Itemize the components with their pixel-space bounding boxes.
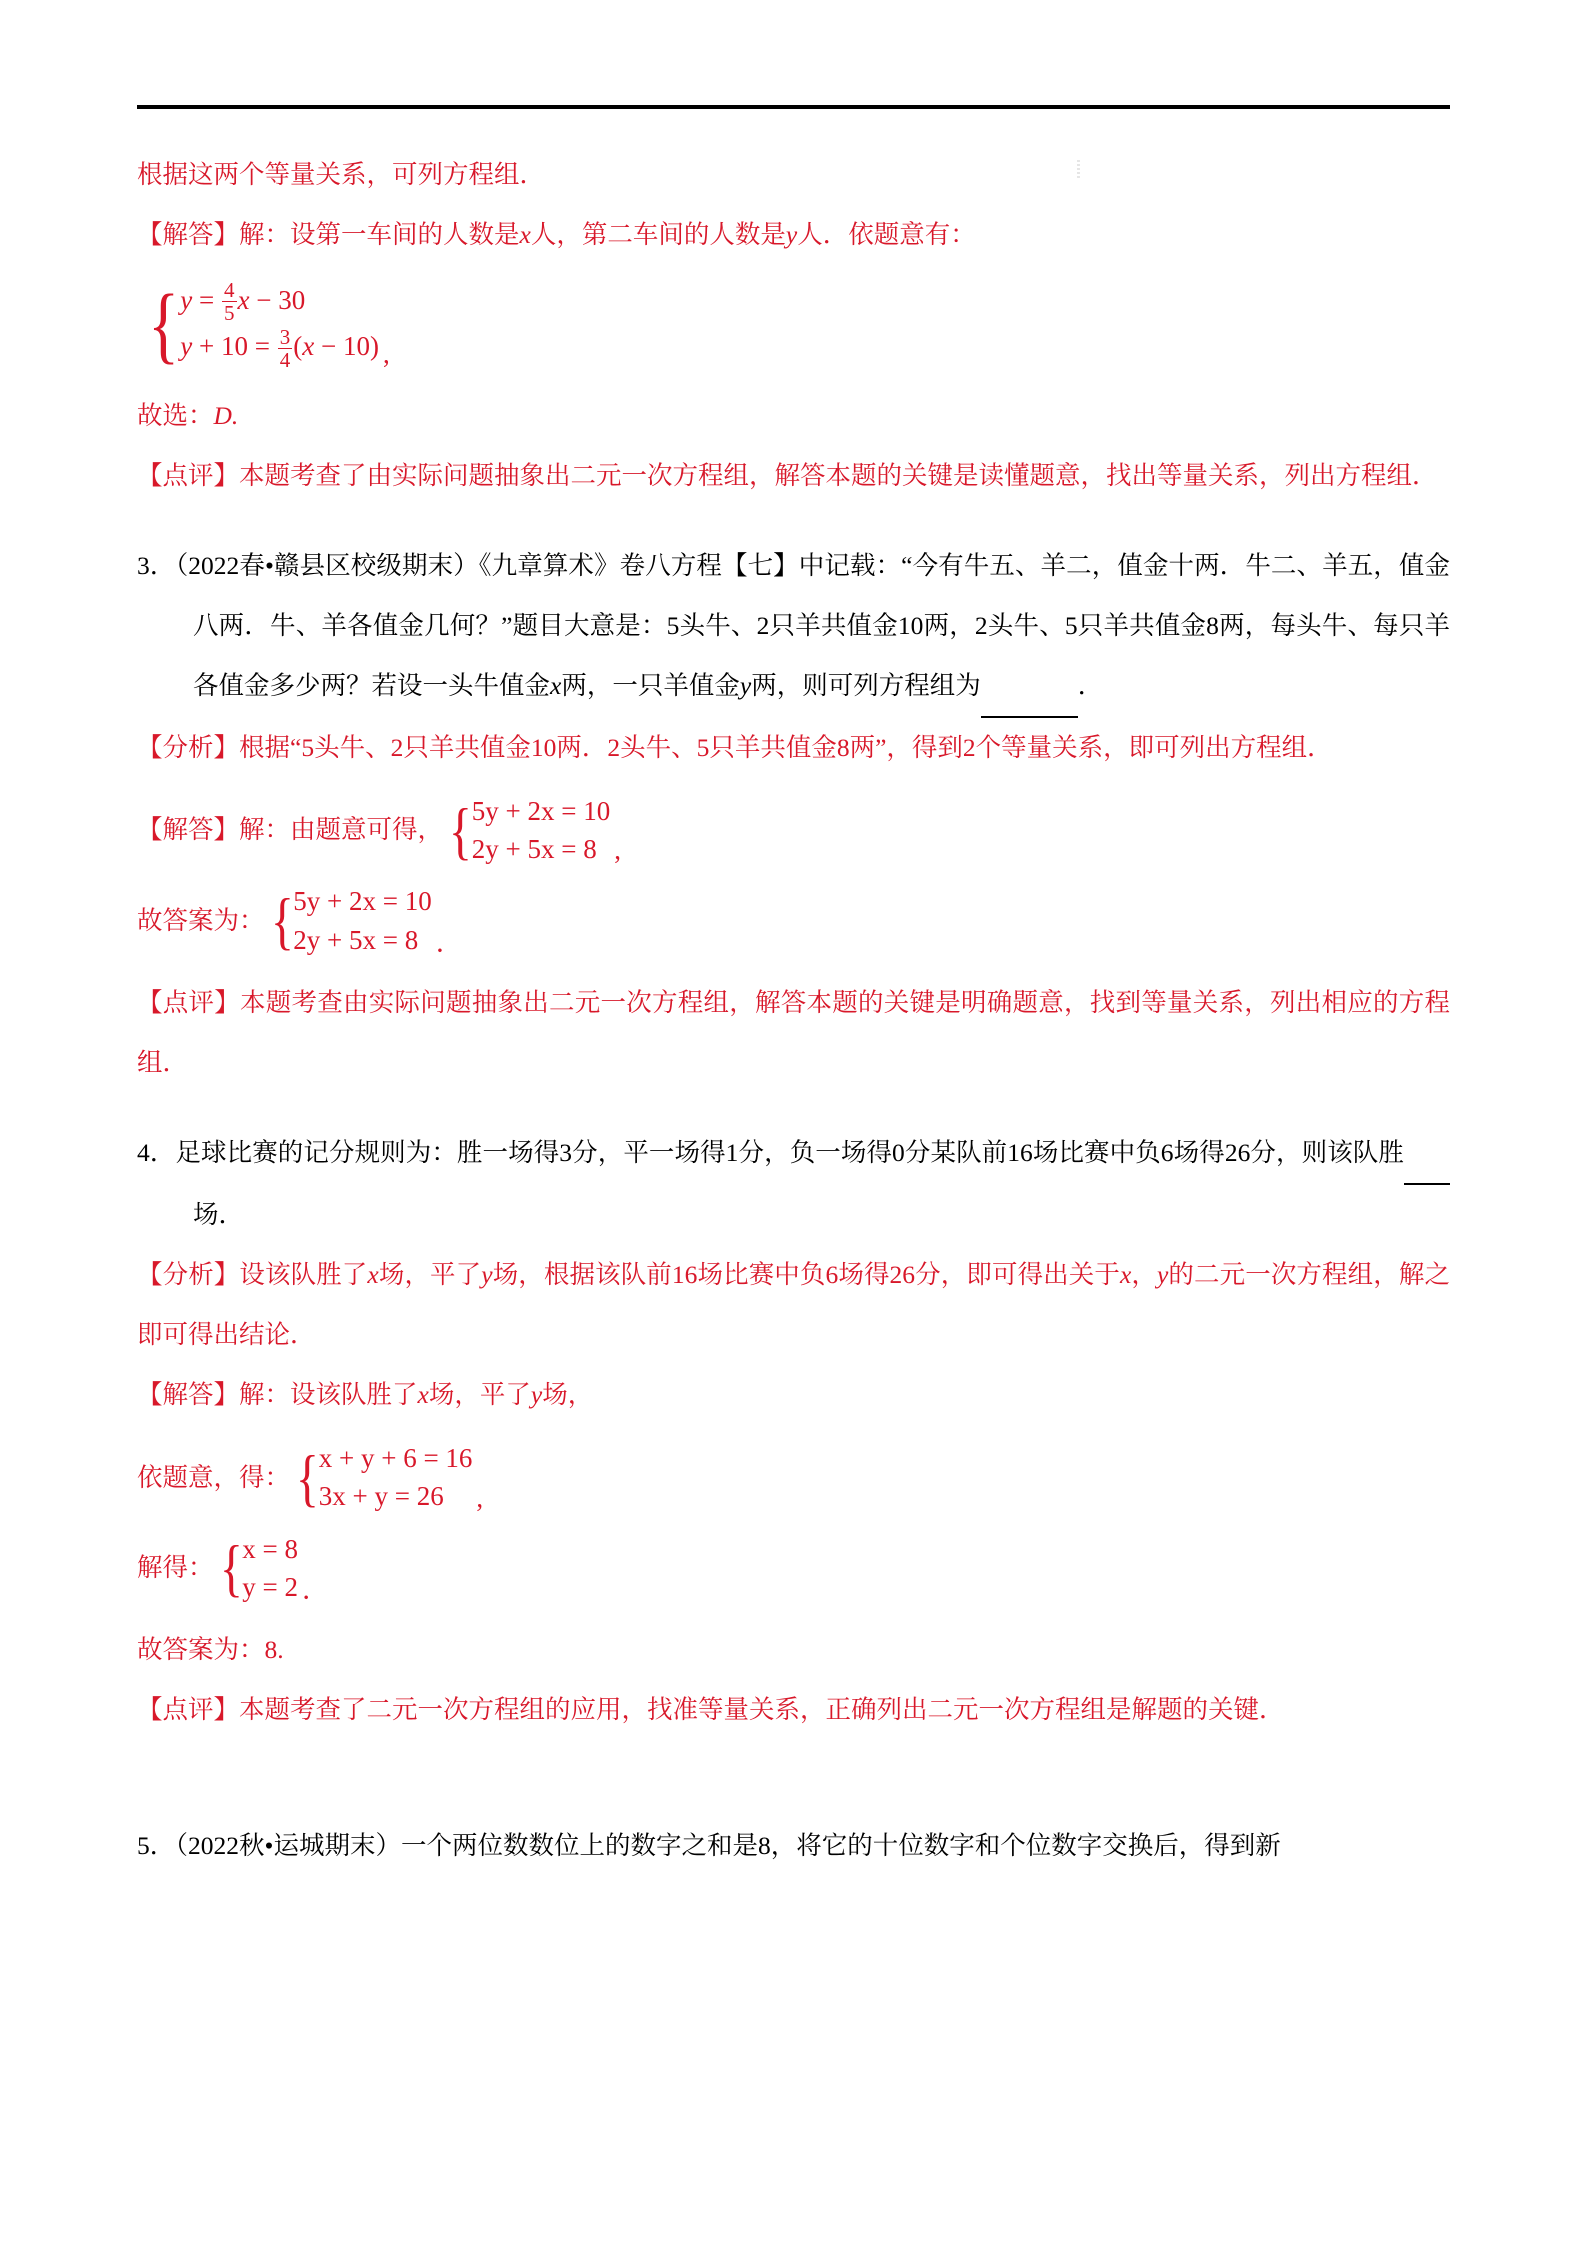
problem-3-sys1-eq1: 5y + 2x = 10 xyxy=(471,795,611,826)
problem-3-analysis-tag: 【分析】 xyxy=(137,732,240,762)
problem-4-system-1 xyxy=(292,1439,472,1516)
problem-5-number: 5． xyxy=(137,1831,176,1861)
problem-4-stem-end: 场． xyxy=(193,1200,245,1229)
p2-equation-system xyxy=(143,276,379,373)
problem-3-comment xyxy=(137,973,1450,1093)
p2-answer-mid: 人，第二车间的人数是 xyxy=(530,220,786,249)
problem-4-analysis-var-x2: x xyxy=(1119,1260,1132,1289)
p2-equation-2: y + 10 = $\frac{3}{4}$ (x − 10) xyxy=(180,324,379,372)
problem-4-stem-text: 足球比赛的记分规则为：胜一场得3分，平一场得1分，负一场得0分某队前16场比赛中负6场得26分，则该队胜 xyxy=(175,1138,1404,1167)
problem-3-analysis xyxy=(137,718,1450,778)
problem-4-answer-blank[interactable] xyxy=(1404,1123,1450,1185)
p2-comment xyxy=(137,446,1450,506)
problem-4-answer-line xyxy=(137,1365,1450,1425)
problem-4-answer-label: 故答案为： xyxy=(137,1635,265,1665)
p2-answer-tag: 【解答】 xyxy=(137,220,240,249)
p2-comment-text: 本题考查了由实际问题抽象出二元一次方程组，解答本题的关键是读懂题意，找出等量关系，列出方程组． xyxy=(239,460,1438,490)
problem-5-stem xyxy=(137,1816,1450,1876)
problem-4-given-label: 依题意，得： xyxy=(137,1462,291,1492)
problem-4-sys1-eq2: 3x + y = 26 xyxy=(318,1481,444,1512)
problem-4-sys1-trailing: , xyxy=(476,1482,484,1513)
left-brace-icon: { xyxy=(270,885,294,957)
problem-3-answer-blank[interactable] xyxy=(981,656,1078,718)
problem-3-var-x: x xyxy=(550,670,562,700)
problem-3-comment-text: 本题考查由实际问题抽象出二元一次方程组，解答本题的关键是明确题意，找到等量关系，列出相应的方程组． xyxy=(137,988,1450,1077)
problem-4-analysis-p4: ， xyxy=(1131,1260,1157,1289)
problem-4-answer-lead2: 场，平了 xyxy=(428,1380,531,1409)
p2-answer-lead: 解：设第一车间的人数是 xyxy=(239,220,520,249)
problem-3-answer-lead: 【解答】解：由题意可得， xyxy=(137,815,444,845)
problem-4-analysis-p5: 的二元一次方程组，解之即可得出结论． xyxy=(137,1260,1450,1349)
p2-system-trailing: , xyxy=(382,338,390,369)
problem-4-answer-value: 8. xyxy=(264,1635,284,1665)
problem-4-comment xyxy=(137,1680,1450,1740)
problem-4-comment-tag: 【点评】 xyxy=(137,1695,240,1725)
p2-var-x: x xyxy=(519,220,531,249)
problem-4-analysis-p3: 场，根据该队前16场比赛中负6场得26分，即可得出关于 xyxy=(492,1260,1120,1289)
p2-equation-1: y = $\frac{4}{5}$ x − 30 xyxy=(180,278,306,326)
problem-4-sys2-eq1: x = 8 xyxy=(242,1533,298,1564)
header-rule xyxy=(137,105,1450,109)
problem-3-answer-row xyxy=(137,792,1450,869)
problem-4-comment-text: 本题考查了二元一次方程组的应用，找准等量关系，正确列出二元一次方程组是解题的关键． xyxy=(239,1695,1285,1725)
problem-3-answer-label: 故答案为： xyxy=(137,905,265,935)
problem-3-stem xyxy=(137,536,1450,718)
p2-comment-tag: 【点评】 xyxy=(137,460,240,490)
p2-var-y: y xyxy=(785,220,798,249)
problem-4-answer-lead3: 场， xyxy=(542,1380,594,1409)
p2-equation-system-row xyxy=(137,276,1450,373)
problem-4-number: 4． xyxy=(137,1138,176,1167)
problem-4-answer-var-y: y xyxy=(530,1380,543,1409)
problem-3-stem-part2: 两，一只羊值金 xyxy=(561,670,740,700)
left-brace-icon: { xyxy=(148,276,180,373)
page-content xyxy=(137,105,1450,1876)
problem-4-stem xyxy=(137,1123,1450,1245)
p2-choice-value: D. xyxy=(213,400,239,430)
problem-4-sys2-trailing: ． xyxy=(301,1575,329,1606)
problem-3-sys1-trailing: , xyxy=(614,835,621,866)
left-brace-icon: { xyxy=(295,1441,319,1513)
problem-3-comment-tag: 【点评】 xyxy=(137,988,240,1017)
problem-3-stem-part1: （2022春•赣县区校级期末）《九章算术》卷八方程【七】中记载：“今有牛五、羊二，值金十两．牛二、羊五，值金八两．牛、羊各值金几何？”题目大意是：5头牛、2只羊共值金10两，2头牛、5只羊共值金8两，每头牛、每只羊各值金多少两？若设一头牛值金 xyxy=(175,550,1450,700)
problem-4-answer-var-x: x xyxy=(417,1380,429,1409)
problem-5-stem-text: （2022秋•运城期末）一个两位数数位上的数字之和是8，将它的十位数字和个位数字交换后，得到新 xyxy=(175,1831,1281,1861)
problem-3-var-y: y xyxy=(739,670,752,700)
problem-3-analysis-text: 根据“5头牛、2只羊共值金10两．2头牛、5只羊共值金8两”，得到2个等量关系，即可列出方程组． xyxy=(239,732,1333,762)
problem-4-analysis-p1: 设该队胜了 xyxy=(239,1260,368,1289)
problem-3-sys2-eq2: 2y + 5x = 8 xyxy=(293,924,419,955)
problem-4-analysis-var-y: y xyxy=(481,1260,493,1289)
problem-3-sys2-eq1: 5y + 2x = 10 xyxy=(293,886,432,917)
problem-3-system-1 xyxy=(445,792,610,869)
p2-choice-label: 故选： xyxy=(137,400,214,430)
problem-4-analysis-var-y2: y xyxy=(1157,1260,1169,1289)
problem-4-analysis-var-x: x xyxy=(367,1260,379,1289)
problem-4-system-2 xyxy=(216,1530,298,1607)
problem-4-sys2-eq2: y = 2 xyxy=(242,1571,298,1602)
problem-3-stem-part3: 两，则可列方程组为 xyxy=(751,670,981,700)
problem-4-answer-tag: 【解答】 xyxy=(137,1380,240,1409)
left-brace-icon: { xyxy=(448,794,472,866)
fraction-4-5: $\frac{4}{5}$ xyxy=(224,278,235,326)
p2-answer-line xyxy=(137,205,1450,265)
problem-3-system-2 xyxy=(267,882,432,959)
problem-4-sys1-eq1: x + y + 6 = 16 xyxy=(318,1443,473,1473)
left-brace-icon: { xyxy=(219,1532,243,1604)
problem-4-final-answer xyxy=(137,1620,1450,1680)
problem-3-number: 3． xyxy=(137,550,176,580)
problem-3-sys2-trailing: ． xyxy=(435,928,463,958)
problem-3-stem-end: ． xyxy=(1077,670,1104,700)
fraction-3-4: $\frac{3}{4}$ xyxy=(279,324,291,372)
problem-4-given-row xyxy=(137,1439,1450,1516)
p2-basis-line: 根据这两个等量关系，可列方程组． xyxy=(137,160,546,189)
problem-4-solve-row xyxy=(137,1530,1450,1607)
problem-4-analysis xyxy=(137,1245,1450,1365)
problem-3-sys1-eq2: 2y + 5x = 8 xyxy=(471,834,597,865)
p2-choice-line xyxy=(137,386,1450,446)
problem-4-analysis-p2: 场，平了 xyxy=(378,1260,482,1289)
problem-4-solve-label: 解得： xyxy=(137,1553,214,1583)
problem-3-final-answer-row xyxy=(137,882,1450,959)
problem-4-analysis-tag: 【分析】 xyxy=(137,1260,240,1289)
problem-4-answer-lead1: 解：设该队胜了 xyxy=(239,1380,418,1409)
p2-answer-end: 人．依题意有： xyxy=(797,220,976,249)
